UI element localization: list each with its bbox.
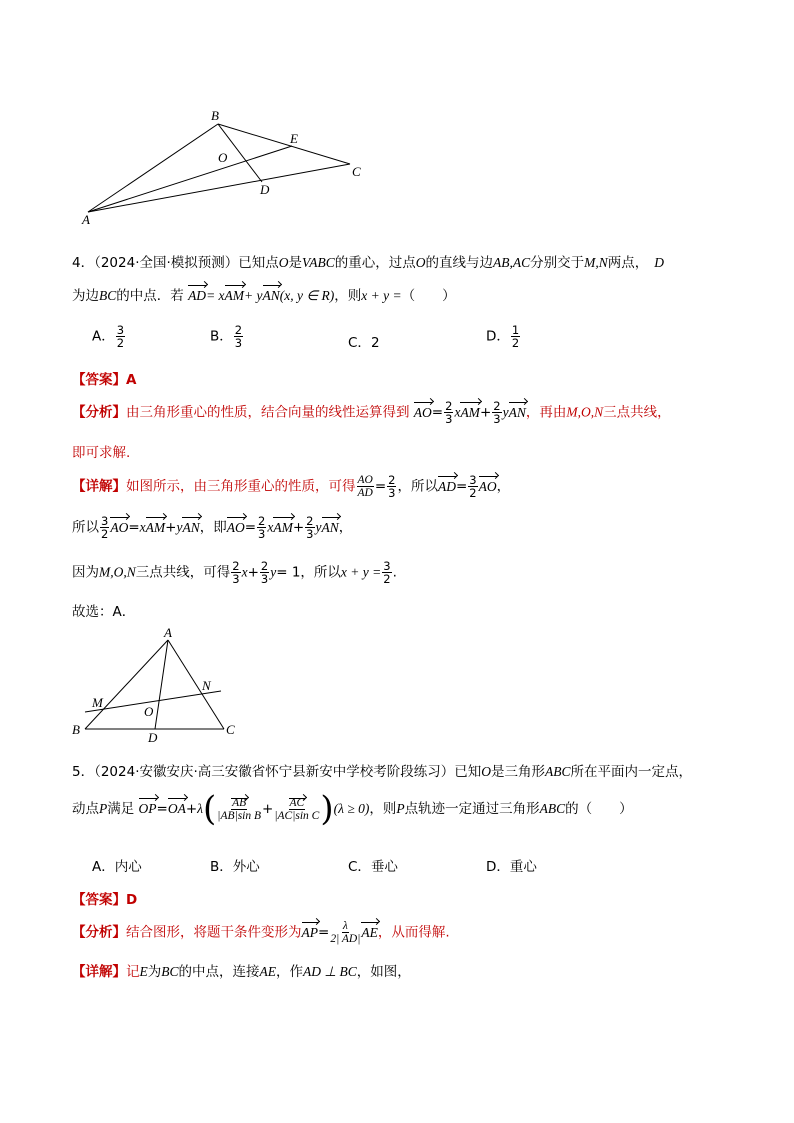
label-D: D — [260, 182, 270, 197]
q5-option-d[interactable]: D．重心 — [486, 859, 537, 875]
q4-number: 4． — [72, 255, 95, 271]
label-N: N — [202, 678, 211, 693]
q4-detail-line2: 所以 $\frac{3}{2}$ AO=xAM+yAN，即AO= $\frac{2}{3}$ xAM+ $\frac{2}{3}$ yAN， — [72, 514, 353, 541]
q5-answer: 【答案】D — [72, 892, 138, 908]
q4-option-b[interactable]: B． $\frac{2}{3}$ — [210, 323, 243, 350]
label-A: A — [82, 212, 90, 227]
label-M: M — [92, 695, 103, 710]
q4-answer: 【答案】A — [72, 372, 137, 388]
q4-option-d[interactable]: D． $\frac{1}{2}$ — [486, 323, 520, 350]
q4-choose: 故选：A． — [72, 604, 136, 620]
label-B: B — [211, 108, 219, 123]
q4-detail-line3: 因为M,O,N三点共线，可得 $\frac{2}{3}$ x+ $\frac{2}{3}$ y= 1，所以x + y = $\frac{3}{2}$ . — [72, 559, 397, 586]
vec-AD: AD — [188, 284, 206, 304]
q4-analysis-line2: 即可求解. — [72, 445, 131, 461]
label-A: A — [164, 628, 172, 640]
label-D: D — [148, 730, 158, 745]
q4-analysis-line1: 【分析】由三角形重心的性质，结合向量的线性运算得到 AO= $\frac{2}{3}$ xAM+ $\frac{2}{3}$ yAN，再由M,O,N三点共线， — [72, 399, 671, 426]
label-B: B — [72, 722, 80, 737]
q5-option-b[interactable]: B．外心 — [210, 859, 260, 875]
q4-detail-line1: 【详解】如图所示，由三角形重心的性质，可得 $\frac{AO}{AD}$ = $\frac{2}{3}$ ，所以AD= $\frac{3}{2}$ AO， — [72, 473, 511, 500]
q4-stem-line2: 为边BC的中点．若 AD= xAM+ yAN(x, y ∈ R)，则x + y =（ ） — [72, 284, 456, 304]
label-O: O — [218, 150, 228, 165]
q5-analysis: 【分析】结合图形，将题干条件变形为AP= $\frac{\lambda}{2| AD|}$ AE，从而得解. — [72, 920, 450, 945]
q5-option-c[interactable]: C．垂心 — [348, 859, 398, 875]
q4-option-a[interactable]: A． $\frac{3}{2}$ — [92, 323, 125, 350]
q5-stem-line2: 动点P满足 OP=OA+λ( $\frac{AB}{\text{|AB|sin B}}$ + $\frac{AC}{\text{|AC|sin C}}$ )(λ ≥ 0)，则P点轨迹一定通过三角形ABC的（ ） — [72, 789, 633, 829]
triangle-figure-2 — [68, 628, 248, 746]
q4-option-c[interactable]: C．2 — [348, 335, 380, 351]
label-O: O — [144, 704, 154, 719]
q4-source: （2024·全国·模拟预测） — [94, 255, 239, 271]
q5-detail: 【详解】记E为BC的中点，连接AE，作AD ⊥ BC，如图， — [72, 964, 411, 980]
q5-stem-line1: 5．（2024·安徽安庆·高三安徽省怀宁县新安中学校考阶段练习）已知O是三角形ABC所在平面内一定点， — [72, 764, 693, 780]
triangle-figure-1 — [70, 100, 380, 230]
q4-stem-line1: 4．（2024·全国·模拟预测）已知点O是VABC的重心，过点O的直线与边AB,AC分别交于M,N两点， D — [72, 255, 665, 271]
label-C: C — [352, 164, 361, 179]
label-E: E — [290, 131, 298, 146]
label-C: C — [226, 722, 235, 737]
q5-option-a[interactable]: A．内心 — [92, 859, 142, 875]
